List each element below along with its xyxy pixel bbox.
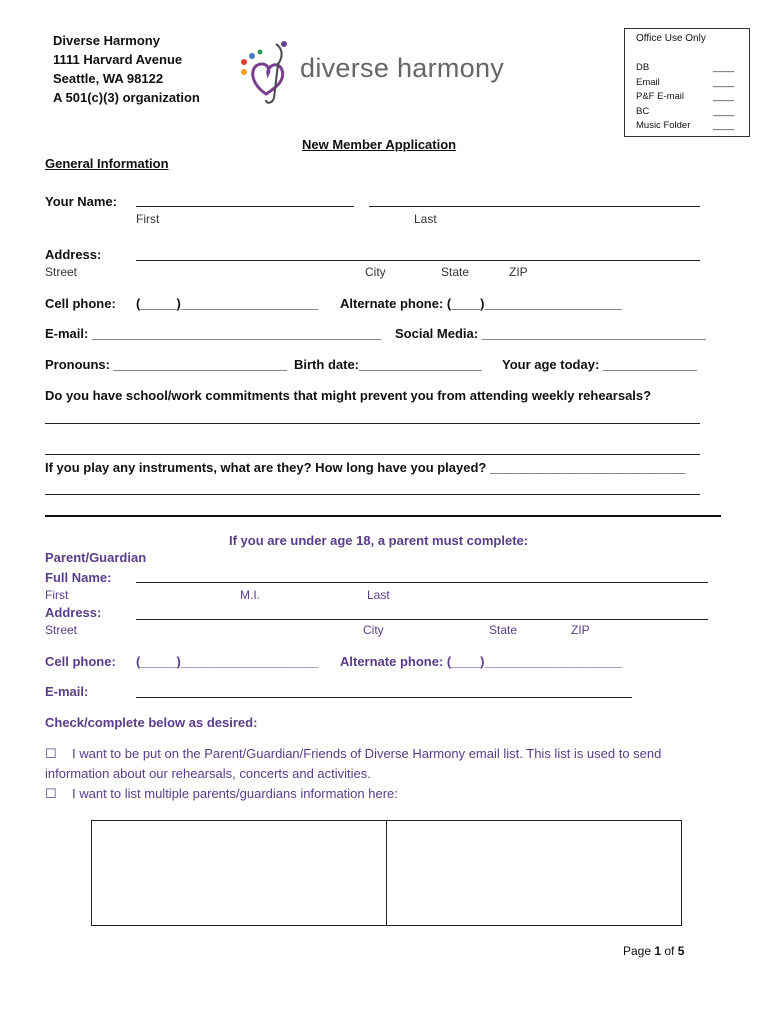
parent-email-label: E-mail:	[45, 684, 89, 699]
parent-cell-field[interactable]: (_____)___________________	[136, 654, 319, 669]
section-divider	[45, 515, 721, 517]
email-list-checkbox[interactable]: ☐	[45, 746, 57, 761]
page-indicator	[623, 944, 684, 958]
birth-date-field[interactable]: Birth date:_________________	[294, 357, 482, 372]
office-item: P&F E-mail	[636, 91, 685, 102]
parent-cell-left[interactable]	[92, 821, 387, 925]
social-media-field[interactable]: Social Media: _______________________________	[395, 326, 706, 341]
parent-street-caption: Street	[45, 623, 78, 637]
parent-name-field[interactable]	[136, 582, 708, 583]
office-use-box	[624, 28, 750, 137]
zip-caption: ZIP	[509, 265, 528, 279]
state-caption: State	[441, 265, 470, 279]
org-street: 1111 Harvard Avenue	[53, 52, 183, 67]
parent-address-field[interactable]	[136, 619, 708, 620]
office-blank[interactable]: ____	[713, 76, 735, 88]
office-item: BC	[636, 105, 650, 117]
address-label: Address:	[45, 247, 102, 262]
org-city: Seattle, WA 98122	[53, 71, 164, 86]
last-name-field[interactable]	[369, 206, 700, 207]
email-field[interactable]: E-mail: ________________________________________	[45, 326, 382, 341]
instruments-question[interactable]: If you play any instruments, what are they? How long have you played? ___________________________	[45, 460, 686, 475]
section-general: General Information	[45, 156, 169, 171]
office-item: Music Folder	[636, 120, 691, 131]
parent-last-caption: Last	[367, 588, 390, 602]
multiple-parents-checkbox[interactable]: ☐	[45, 786, 57, 801]
first-caption: First	[136, 212, 160, 226]
page-prefix: Page	[623, 944, 655, 958]
parent-notice: If you are under age 18, a parent must complete:	[229, 533, 529, 548]
pronouns-field[interactable]: Pronouns: ________________________	[45, 357, 288, 372]
parent-header: Parent/Guardian	[45, 550, 147, 565]
page-total: 5	[677, 944, 685, 958]
email-list-option-cont: information about our rehearsals, concerts and activities.	[45, 766, 371, 781]
org-name: Diverse Harmony	[53, 33, 160, 48]
parent-alt-phone-field[interactable]: Alternate phone: (____)___________________	[340, 654, 622, 669]
parent-first-caption: First	[45, 588, 69, 602]
office-blank[interactable]: ____	[713, 120, 735, 131]
office-blanks	[713, 61, 734, 134]
street-caption: Street	[45, 265, 78, 279]
office-use-title: Office Use Only	[636, 33, 706, 44]
cell-label: Cell phone:	[45, 296, 116, 311]
logo-mark-icon	[238, 38, 298, 108]
office-use-list	[636, 61, 690, 134]
cell-field[interactable]: (_____)___________________	[136, 296, 319, 311]
office-blank[interactable]: ____	[713, 62, 735, 73]
parent-cell-label: Cell phone:	[45, 654, 116, 669]
multiple-parents-option: I want to list multiple parents/guardians information here:	[72, 786, 398, 801]
check-header: Check/complete below as desired:	[45, 715, 258, 730]
page-of: of	[661, 944, 678, 958]
form-title: New Member Application	[302, 137, 457, 152]
page-number: 1	[654, 944, 662, 958]
logo-text: diverse harmony	[300, 53, 505, 83]
org-status: A 501(c)(3) organization	[53, 90, 200, 105]
commitments-answer-line[interactable]	[45, 454, 700, 455]
parent-zip-caption: ZIP	[571, 623, 590, 637]
parent-email-field[interactable]	[136, 697, 632, 698]
office-item: Email	[636, 76, 660, 88]
email-list-option: I want to be put on the Parent/Guardian/Friends of Diverse Harmony email list. This list is used to send	[72, 746, 662, 761]
commitments-answer-line[interactable]	[45, 423, 700, 424]
parent-fullname-label: Full Name:	[45, 570, 112, 585]
office-blank[interactable]: ____	[713, 91, 735, 102]
age-field[interactable]: Your age today: _____________	[502, 357, 697, 372]
name-label: Your Name:	[45, 194, 117, 209]
office-item: DB	[636, 62, 650, 73]
parent-mi-caption: M.I.	[240, 588, 260, 602]
alt-phone-field[interactable]: Alternate phone: (____)___________________	[340, 296, 622, 311]
commitments-question: Do you have school/work commitments that might prevent you from attending weekly rehearsals?	[45, 388, 652, 403]
parent-cell-right[interactable]	[387, 821, 681, 925]
office-blank[interactable]: ____	[713, 105, 735, 117]
parent-address-label: Address:	[45, 605, 102, 620]
first-name-field[interactable]	[136, 206, 354, 207]
address-field[interactable]	[136, 260, 700, 261]
instruments-answer-line[interactable]	[45, 494, 700, 495]
multiple-parents-table	[91, 820, 682, 926]
parent-state-caption: State	[489, 623, 518, 637]
last-caption: Last	[414, 212, 437, 226]
parent-city-caption: City	[363, 623, 384, 637]
city-caption: City	[365, 265, 386, 279]
